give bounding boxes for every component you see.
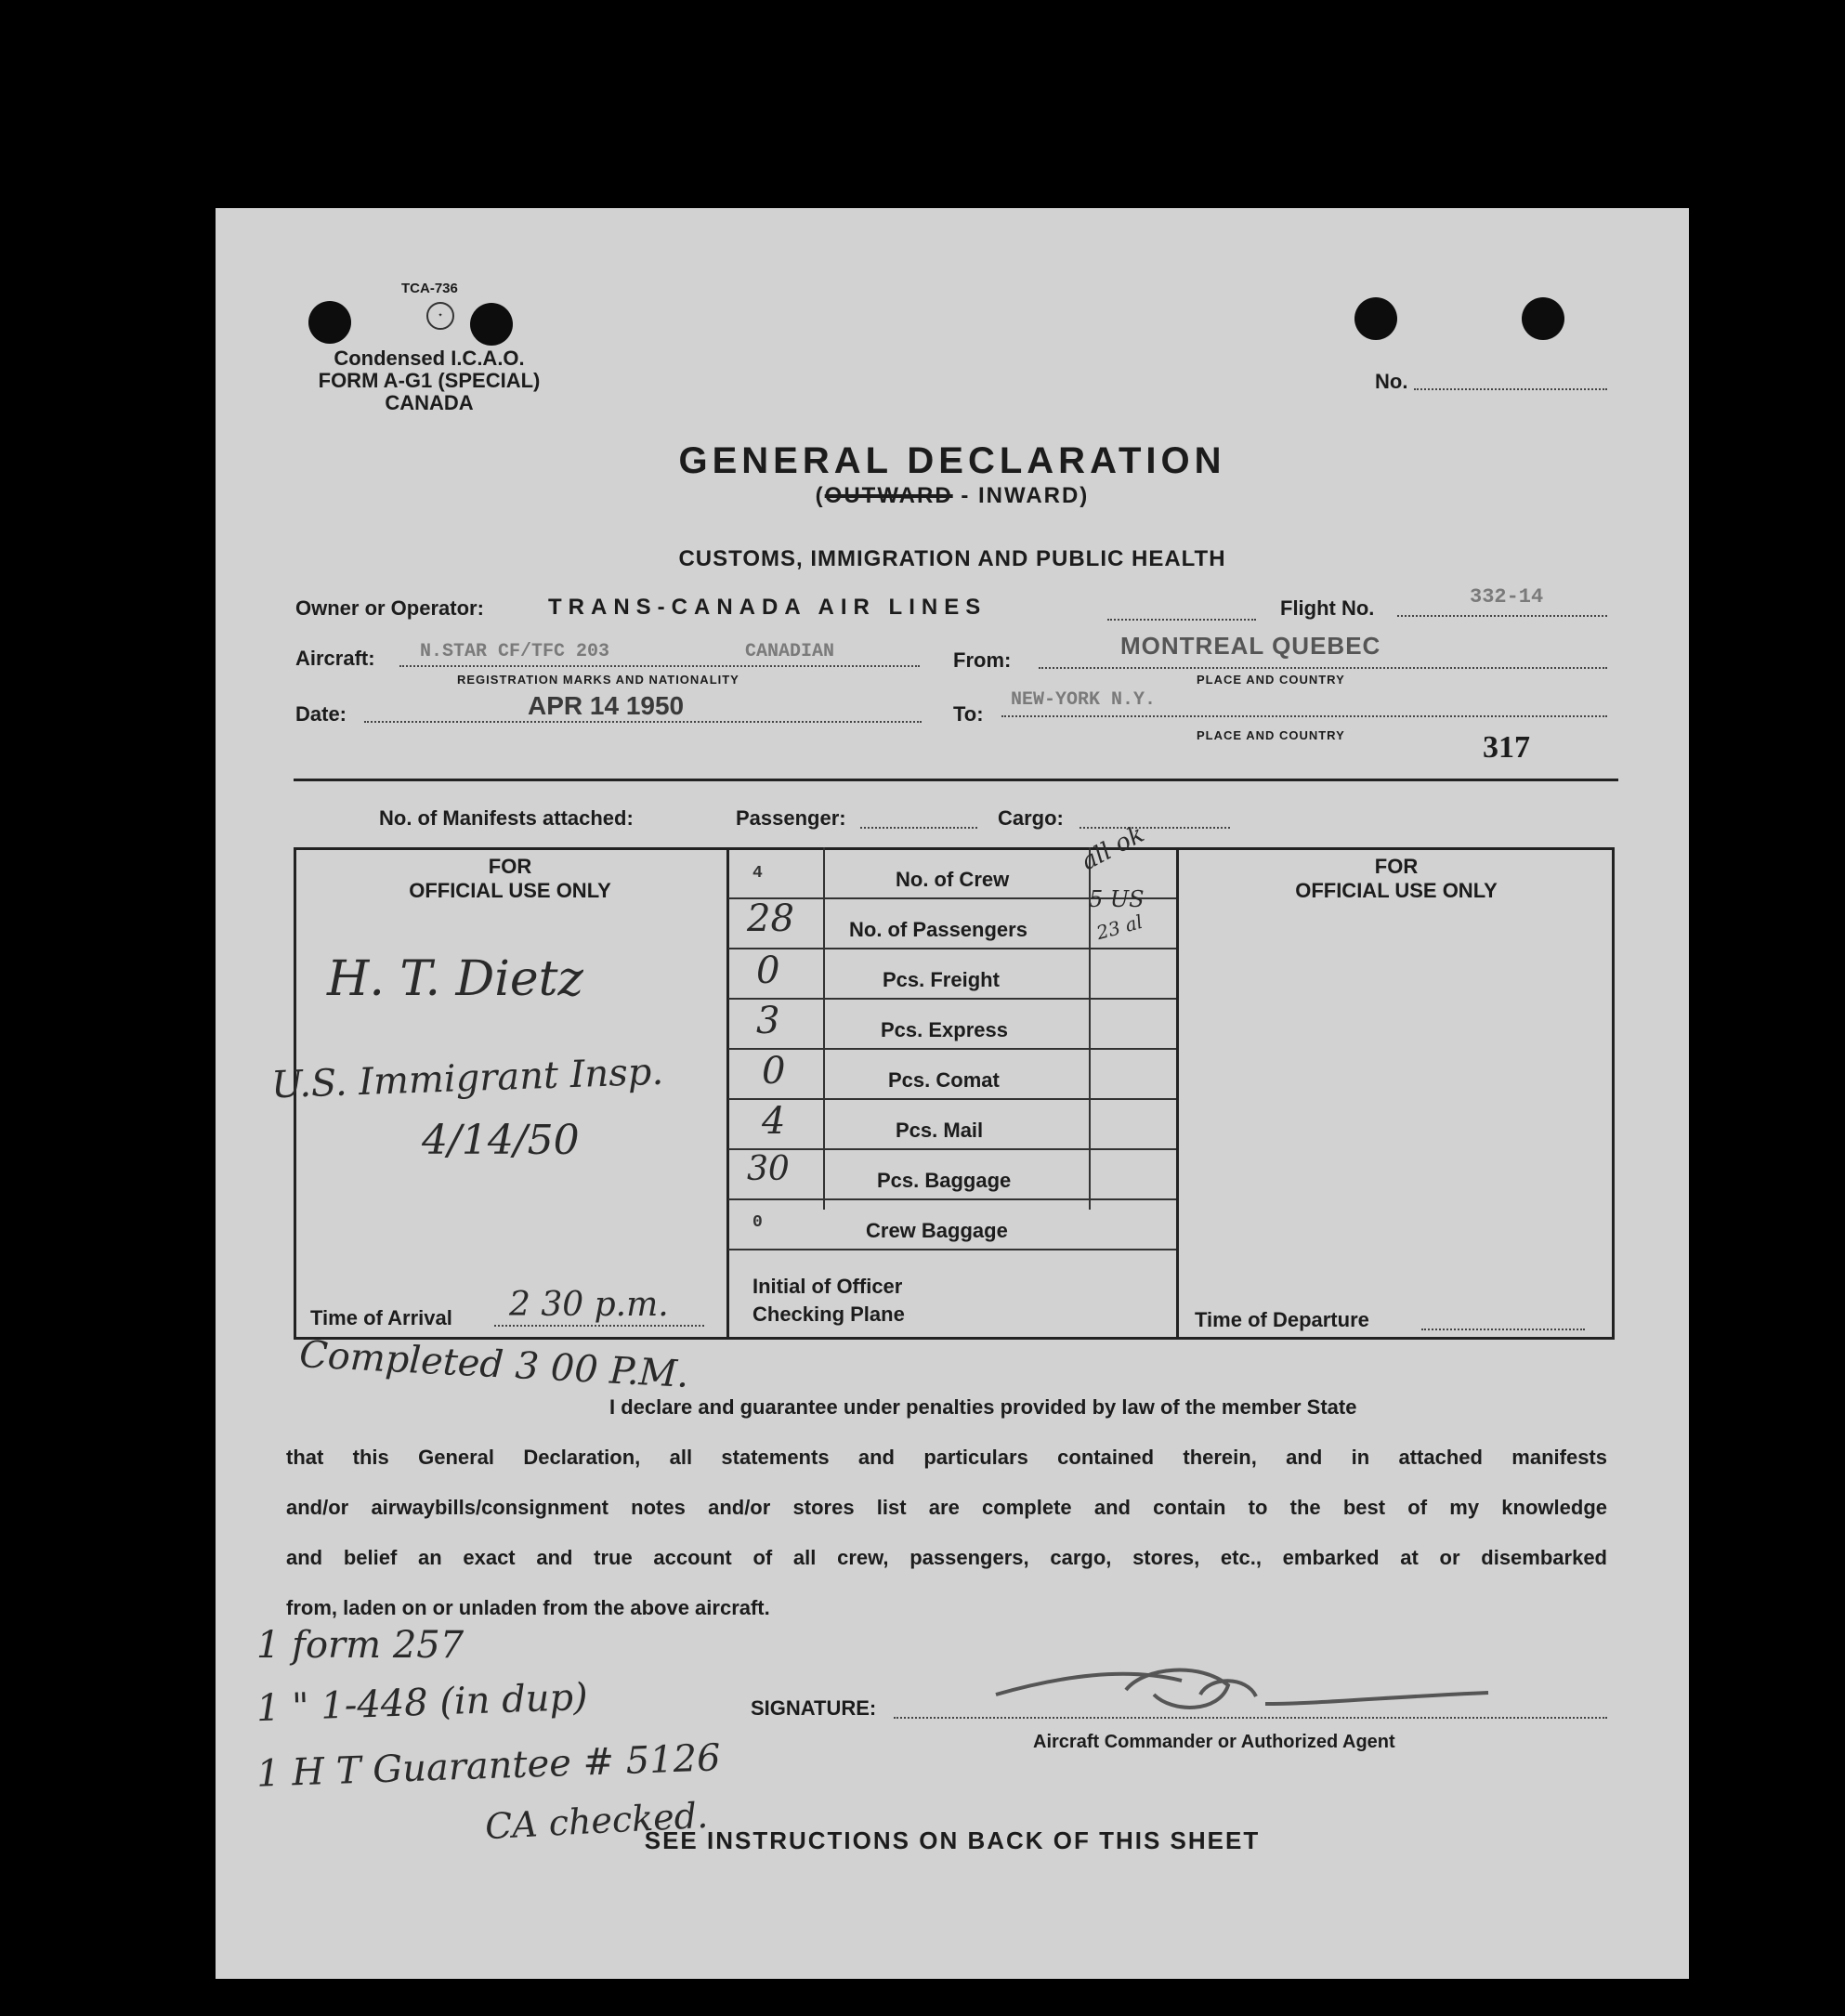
seal-icon: ✦ — [426, 302, 454, 330]
count-row-freight — [728, 948, 1176, 1000]
crew-baggage-label: Crew Baggage — [866, 1219, 1008, 1242]
flight-value[interactable]: 332-14 — [1470, 585, 1544, 609]
passenger-manifest-field[interactable] — [860, 827, 977, 829]
direction-inward: - INWARD) — [952, 483, 1090, 508]
initial-officer-line1: Initial of Officer — [752, 1275, 903, 1298]
cargo-manifest-field[interactable] — [1080, 827, 1230, 829]
date-value[interactable]: APR 14 1950 — [528, 691, 685, 720]
flight-line — [1397, 615, 1607, 617]
freight-count[interactable]: 0 — [756, 949, 780, 992]
attachment-note-2: 1 " 1-448 (in dup) — [255, 1675, 589, 1731]
passenger-note-us: 5 US — [1089, 886, 1145, 912]
aircraft-label: Aircraft: — [295, 647, 375, 670]
serial-number: 317 — [1483, 730, 1530, 765]
from-label: From: — [953, 648, 1012, 672]
crew-baggage-count[interactable]: 0 — [752, 1213, 763, 1232]
baggage-count[interactable]: 30 — [747, 1150, 790, 1188]
signature-scrawl — [987, 1639, 1507, 1722]
count-row-crew-baggage — [728, 1198, 1176, 1250]
form-title-block — [216, 347, 643, 414]
inspector-name: H. T. Dietz — [327, 951, 583, 1007]
initial-officer-label — [752, 1273, 905, 1329]
signature-label: SIGNATURE: — [751, 1696, 877, 1720]
passenger-note-alien: 23 al — [1093, 910, 1145, 945]
crew-label: No. of Crew — [896, 868, 1010, 891]
aircraft-nationality[interactable]: CANADIAN — [745, 641, 835, 662]
aircraft-caption: REGISTRATION MARKS AND NATIONALITY — [457, 673, 739, 687]
owner-line — [1107, 619, 1256, 621]
form-title-line1: Condensed I.C.A.O. — [334, 347, 525, 370]
form-code: TCA-736 — [401, 281, 458, 296]
number-label: No. — [1375, 370, 1408, 393]
count-row-baggage — [728, 1148, 1176, 1200]
owner-label: Owner or Operator: — [295, 596, 484, 620]
express-count[interactable]: 3 — [756, 1000, 780, 1042]
form-title-line2: FORM A-G1 (SPECIAL) — [318, 369, 541, 392]
passengers-label: No. of Passengers — [849, 918, 1027, 941]
direction-paren: ( — [815, 483, 825, 508]
official-right-heading — [1178, 855, 1615, 903]
page-subtitle: CUSTOMS, IMMIGRATION AND PUBLIC HEALTH — [678, 546, 1226, 571]
inspection-date: 4/14/50 — [422, 1117, 580, 1164]
number-field[interactable] — [1414, 388, 1607, 390]
punch-hole — [470, 303, 513, 346]
to-label: To: — [953, 702, 984, 726]
manifests-label: No. of Manifests attached: — [379, 806, 634, 830]
crew-note: all ok — [1077, 819, 1149, 877]
direction-outward-struck: OUTWARD — [824, 483, 953, 508]
arrival-line — [494, 1325, 704, 1327]
arrival-label: Time of Arrival — [310, 1306, 452, 1329]
declaration-form — [216, 208, 1689, 1979]
count-row-mail — [728, 1098, 1176, 1150]
mail-label: Pcs. Mail — [896, 1119, 984, 1142]
from-caption: PLACE AND COUNTRY — [1197, 673, 1345, 687]
count-row-comat — [728, 1048, 1176, 1100]
attachment-note-3: 1 H T Guarantee # 5126 — [255, 1736, 722, 1796]
declaration-line-5: from, laden on or unladen from the above aircraft. — [286, 1596, 770, 1619]
attachment-note-4: CA checked. — [484, 1794, 710, 1848]
punch-hole — [1354, 297, 1397, 340]
to-value[interactable]: NEW-YORK N.Y. — [1011, 689, 1157, 711]
punch-hole — [1522, 297, 1564, 340]
to-caption: PLACE AND COUNTRY — [1197, 728, 1345, 742]
official-right-heading1: FOR — [1374, 855, 1419, 878]
aircraft-line — [399, 665, 920, 667]
declaration-line-1: I declare and guarantee under penalties provided by law of the member State — [609, 1395, 1357, 1419]
inspector-title: U.S. Immigrant Insp. — [270, 1050, 664, 1107]
official-right-heading2: OFFICIAL USE ONLY — [1295, 879, 1498, 902]
official-left-heading2: OFFICIAL USE ONLY — [409, 879, 611, 902]
signature-caption: Aircraft Commander or Authorized Agent — [1033, 1732, 1395, 1752]
departure-label: Time of Departure — [1195, 1308, 1369, 1331]
official-left-heading1: FOR — [488, 855, 532, 878]
passengers-count[interactable]: 28 — [747, 897, 794, 940]
direction-line — [216, 483, 1689, 509]
form-title-line3: CANADA — [385, 391, 474, 414]
official-left-heading — [294, 855, 726, 903]
date-line — [364, 721, 922, 723]
page-title: GENERAL DECLARATION — [678, 440, 1226, 481]
crew-count[interactable]: 4 — [752, 864, 763, 883]
from-line — [1039, 667, 1607, 669]
freight-label: Pcs. Freight — [883, 968, 1000, 991]
attachment-note-1: 1 form 257 — [256, 1624, 465, 1667]
baggage-label: Pcs. Baggage — [877, 1169, 1012, 1192]
declaration-line-4: and belief an exact and true account of all crew, passengers, cargo, stores, etc., embarked at or disembarked — [286, 1546, 1607, 1569]
to-line — [1001, 715, 1607, 717]
completed-note: Completed 3 00 P.M. — [298, 1333, 690, 1396]
express-label: Pcs. Express — [881, 1018, 1008, 1041]
passenger-manifest-label: Passenger: — [736, 806, 846, 830]
comat-label: Pcs. Comat — [888, 1068, 1000, 1092]
comat-count[interactable]: 0 — [762, 1050, 786, 1093]
declaration-line-2: that this General Declaration, all statements and particulars contained therein, and in attached manifests — [286, 1446, 1607, 1469]
arrival-value[interactable]: 2 30 p.m. — [509, 1286, 669, 1324]
initial-officer-line2: Checking Plane — [752, 1303, 905, 1326]
punch-hole — [308, 301, 351, 344]
divider — [294, 779, 1618, 781]
from-value[interactable]: MONTREAL QUEBEC — [1120, 632, 1381, 660]
mail-count[interactable]: 4 — [762, 1100, 786, 1143]
cargo-manifest-label: Cargo: — [998, 806, 1064, 830]
departure-field[interactable] — [1421, 1329, 1585, 1330]
footer-instructions: SEE INSTRUCTIONS ON BACK OF THIS SHEET — [644, 1826, 1261, 1854]
count-row-express — [728, 998, 1176, 1050]
flight-label: Flight No. — [1280, 596, 1375, 620]
aircraft-value[interactable]: N.STAR CF/TFC 203 — [420, 641, 610, 662]
owner-value: TRANS-CANADA AIR LINES — [548, 595, 988, 620]
table-divider-right — [1176, 847, 1179, 1340]
declaration-line-3: and/or airwaybills/consignment notes and/or stores list are complete and contain to the best of my knowledge — [286, 1496, 1607, 1519]
date-label: Date: — [295, 702, 347, 726]
